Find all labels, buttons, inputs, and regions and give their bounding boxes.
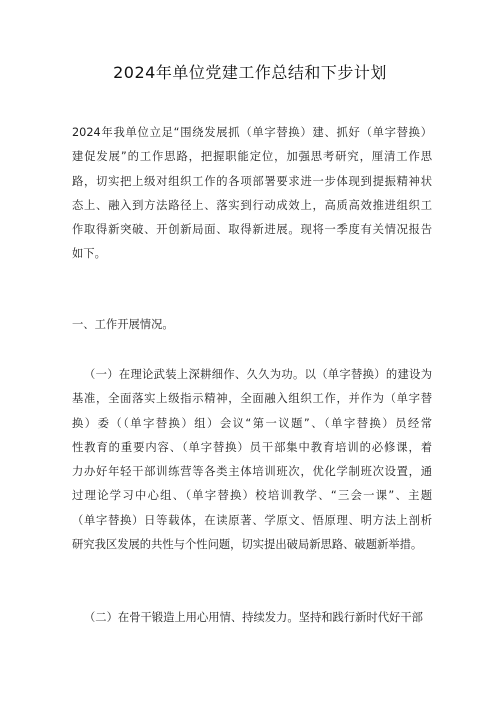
paragraph-line: （二）在骨干锻造上用心用情、持续发力。坚持和践行新时代好干部 (84, 611, 423, 624)
paragraph-line: 换）委（（单字替换）组）会议“第一议题”、（单字替换）员经常 (72, 416, 432, 430)
document-title: 2024年单位党建工作总结和下步计划 (113, 63, 387, 82)
paragraph-line: （一）在理论武装上深耕细作、久久为功。以（单字替换）的建设为 (84, 368, 432, 381)
intro-line: 如下。 (72, 247, 106, 261)
paragraph-line: 力办好年轻干部训练营等各类主体培训班次，优化学制班次设置，通 (72, 465, 432, 479)
intro-line: 路，切实把上级对组织工作的各项部署要求进一步体现到提振精神状 (72, 174, 432, 188)
paragraph-line: 过理论学习中心组、（单字替换）校培训教学、“三会一课”、主题 (72, 489, 432, 503)
paragraph-line: 研究我区发展的共性与个性问题，切实提出破局新思路、破题新举措。 (72, 538, 423, 552)
intro-line: 建促发展”的工作思路，把握职能定位，加强思考研究，厘清工作思 (72, 150, 432, 164)
section-heading: 一、工作开展情况。 (72, 318, 174, 331)
paragraph-cadre (72, 606, 432, 630)
paragraph-line: （单字替换）日等载体，在读原著、学原文、悟原理、明方法上剖析 (72, 513, 432, 527)
intro-paragraph (72, 121, 432, 267)
paragraph-theory (72, 363, 432, 557)
paragraph-line: 性教育的重要内容、（单字替换）员干部集中教育培训的必修课，着 (72, 440, 432, 454)
intro-line: 态上、融入到方法路径上、落实到行动成效上，高质高效推进组织工 (72, 198, 432, 212)
intro-line: 2024年我单位立足“围绕发展抓（单字替换）建、抓好（单字替换） (72, 126, 432, 139)
intro-line: 作取得新突破、开创新局面、取得新进展。现将一季度有关情况报告 (72, 223, 432, 237)
paragraph-line: 基准，全面落实上级指示精神，全面融入组织工作，并作为（单字替 (72, 392, 432, 406)
